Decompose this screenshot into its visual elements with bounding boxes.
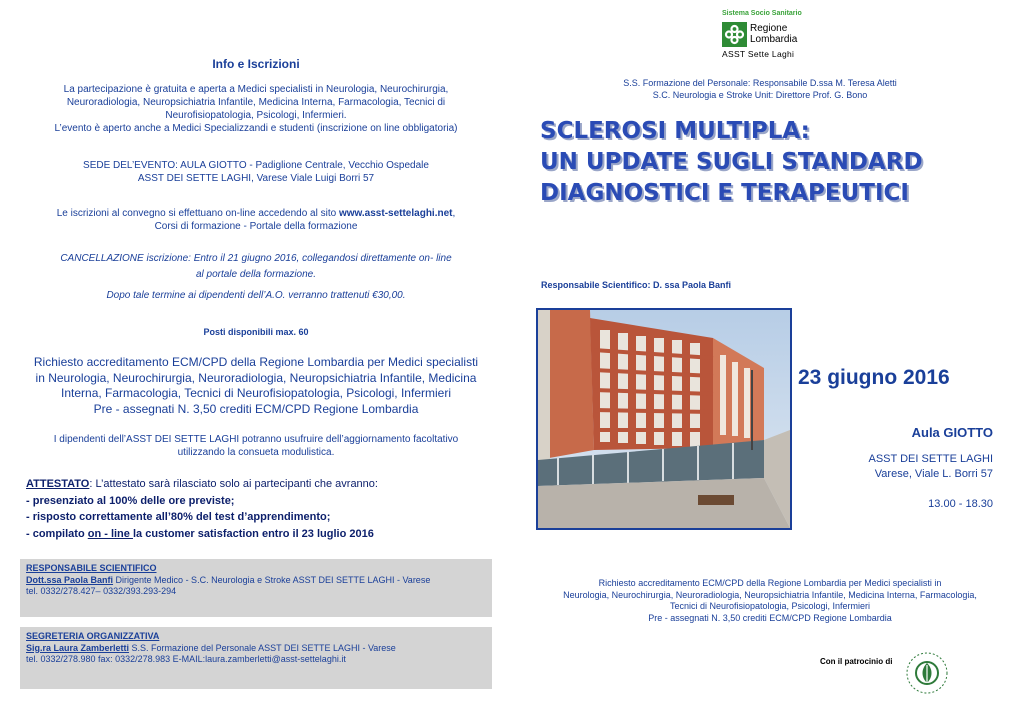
attestato-item: - risposto correttamente all’80% del test d’apprendimento; [26,511,331,523]
responsabile-scientifico: Responsabile Scientifico: D. ssa Paola Banfi [541,280,732,290]
cancellazione-rule: iscrizione: Entro il 21 giugno 2016, collegandosi direttamente on- line [143,253,452,264]
ecm-line: Interna, Farmacologia, Tecnici di Neurofisiopatologia, Psicologi, Infermieri [61,386,451,400]
patrocinio-label: Con il patrocinio di [820,657,893,666]
ecm-line: Neurologia, Neurochirurgia, Neuroradiologia, Neuropsichiatria Infantile, Medicina Interna, Farmacologia, [563,589,977,600]
sede-line: SEDE DEL’EVENTO: AULA GIOTTO - Padiglione Centrale, Vecchio Ospedale [83,160,429,171]
ecm-line: Pre - assegnati N. 3,50 crediti ECM/CPD Regione Lombardia [93,401,419,416]
attestato-section [26,476,496,542]
attestato-item-suffix: la customer satisfaction entro il 23 luglio 2016 [132,527,374,540]
logo-region [750,23,797,45]
venue-line: Varese, Viale L. Borri 57 [874,468,993,480]
cancellazione-text [30,251,482,304]
segreteria-box [20,627,492,689]
iscrizioni-comma: , [452,208,456,219]
ecm-line: Richiesto accreditamento ECM/CPD della Regione Lombardia per Medici specialisti [33,355,479,369]
attestato-label: ATTESTATO [26,478,90,490]
responsabile-box [20,559,492,617]
iscrizioni-text [30,207,482,233]
segreteria-name: Sig.ra Laura Zamberletti [26,642,130,653]
website-link[interactable]: www.asst-settelaghi.net [338,208,453,219]
iscrizioni-portal: Corsi di formazione - Portale della formazione [154,221,358,232]
event-title-line: DIAGNOSTICI E TERAPEUTICI [540,180,909,206]
segreteria-header: SEGRETERIA ORGANIZZATIVA [26,631,160,641]
organizer-line: S.S. Formazione del Personale: Responsabile D.ssa M. Teresa Aletti [623,78,897,88]
organizers-contacts [560,77,960,101]
dipendenti-text [30,433,482,459]
attestato-online: on - line [87,527,133,540]
info-title: Info e Iscrizioni [212,57,300,71]
ecm-line: Richiesto accreditamento ECM/CPD della Regione Lombardia per Medici specialisti in [598,578,942,588]
dipendenti-line: I dipendenti dell’ASST DEI SETTE LAGHI potranno usufruire dell’aggiornamento facoltativo [53,434,459,445]
responsabile-role: Dirigente Medico - S.C. Neurologia e Stroke ASST DEI SETTE LAGHI - Varese [113,574,431,585]
participation-line: La partecipazione è gratuita e aperta a Medici specialisti in Neurologia, Neurochirurgia, [63,84,449,95]
ecm-line: Pre - assegnati N. 3,50 crediti ECM/CPD Regione Lombardia [648,612,892,623]
event-room: Aula GIOTTO [911,425,993,440]
cancellazione-label: CANCELLAZIONE [60,253,144,264]
logo-system-label: Sistema Socio Sanitario [722,10,802,17]
segreteria-role: S.S. Formazione del Personale ASST DEI SETTE LAGHI - Varese [129,642,396,653]
attestato-intro: : L’attestato sarà rilasciato solo ai partecipanti che avranno: [89,478,378,490]
sede-text [30,159,482,185]
event-date: 23 giugno 2016 [798,366,950,389]
sede-line: ASST DEI SETTE LAGHI, Varese Viale Luigi Borri 57 [137,173,375,184]
organizer-line: S.C. Neurologia e Stroke Unit: Direttore Prof. G. Bono [652,90,868,100]
participation-text [30,83,482,135]
venue-line: ASST DEI SETTE LAGHI [868,453,993,465]
segreteria-contact: tel. 0332/278.980 fax: 0332/278.983 E-MAIL:laura.zamberletti@asst-settelaghi.it [26,654,346,664]
attestato-item-prefix: - compilato [26,527,88,540]
responsabile-header: RESPONSABILE SCIENTIFICO [26,563,157,573]
attestato-item: - presenziato al 100% delle ore previste; [26,494,235,507]
dipendenti-line: utilizzando la consueta modulistica. [177,447,335,458]
cancellazione-line: al portale della formazione. [195,269,317,280]
logo-region-line: Lombardia [750,34,798,45]
iscrizioni-intro: Le iscrizioni al convegno si effettuano on-line accedendo al sito [56,208,339,219]
ecm-line: Tecnici di Neurofisiopatologia, Psicologi, Infermieri [669,601,871,611]
event-title [540,116,923,209]
logo-asst: ASST Sette Laghi [722,49,795,59]
ecm-accreditation-right [520,578,1020,624]
event-title-line: SCLEROSI MULTIPLA: [540,118,810,144]
ecm-accreditation-left [25,355,487,417]
responsabile-name: Dott.ssa Paola Banfi [26,574,114,585]
participation-line: Neuroradiologia, Neuropsichiatria Infantile, Medicina Interna, Farmacologia, Tecnici di [66,97,446,108]
patron-seal-logo [905,651,949,695]
logo-region-line: Regione [750,23,788,34]
participation-line: Neurofisiopatologia, Psicologi, Infermieri. [165,110,347,121]
cancellazione-fee: Dopo tale termine ai dipendenti dell’A.O. verranno trattenuti €30,00. [106,290,406,301]
responsabile-phone: tel. 0332/278.427– 0332/393.293-294 [26,586,177,596]
event-title-line: UN UPDATE SUGLI STANDARD [540,149,923,175]
posti-disponibili: Posti disponibili max. 60 [203,327,309,337]
hospital-building-photo [536,308,792,530]
lombardy-rose-icon [722,22,747,47]
regione-lombardia-logo [722,10,822,60]
ecm-line: in Neurologia, Neurochirurgia, Neuroradiologia, Neuropsichiatria Infantile, Medicina [35,370,477,385]
participation-line: L’evento è aperto anche a Medici Specializzandi e studenti (inscrizione on line obbligatoria) [54,123,458,134]
event-venue [869,452,994,482]
event-hours: 13.00 - 18.30 [928,498,993,510]
